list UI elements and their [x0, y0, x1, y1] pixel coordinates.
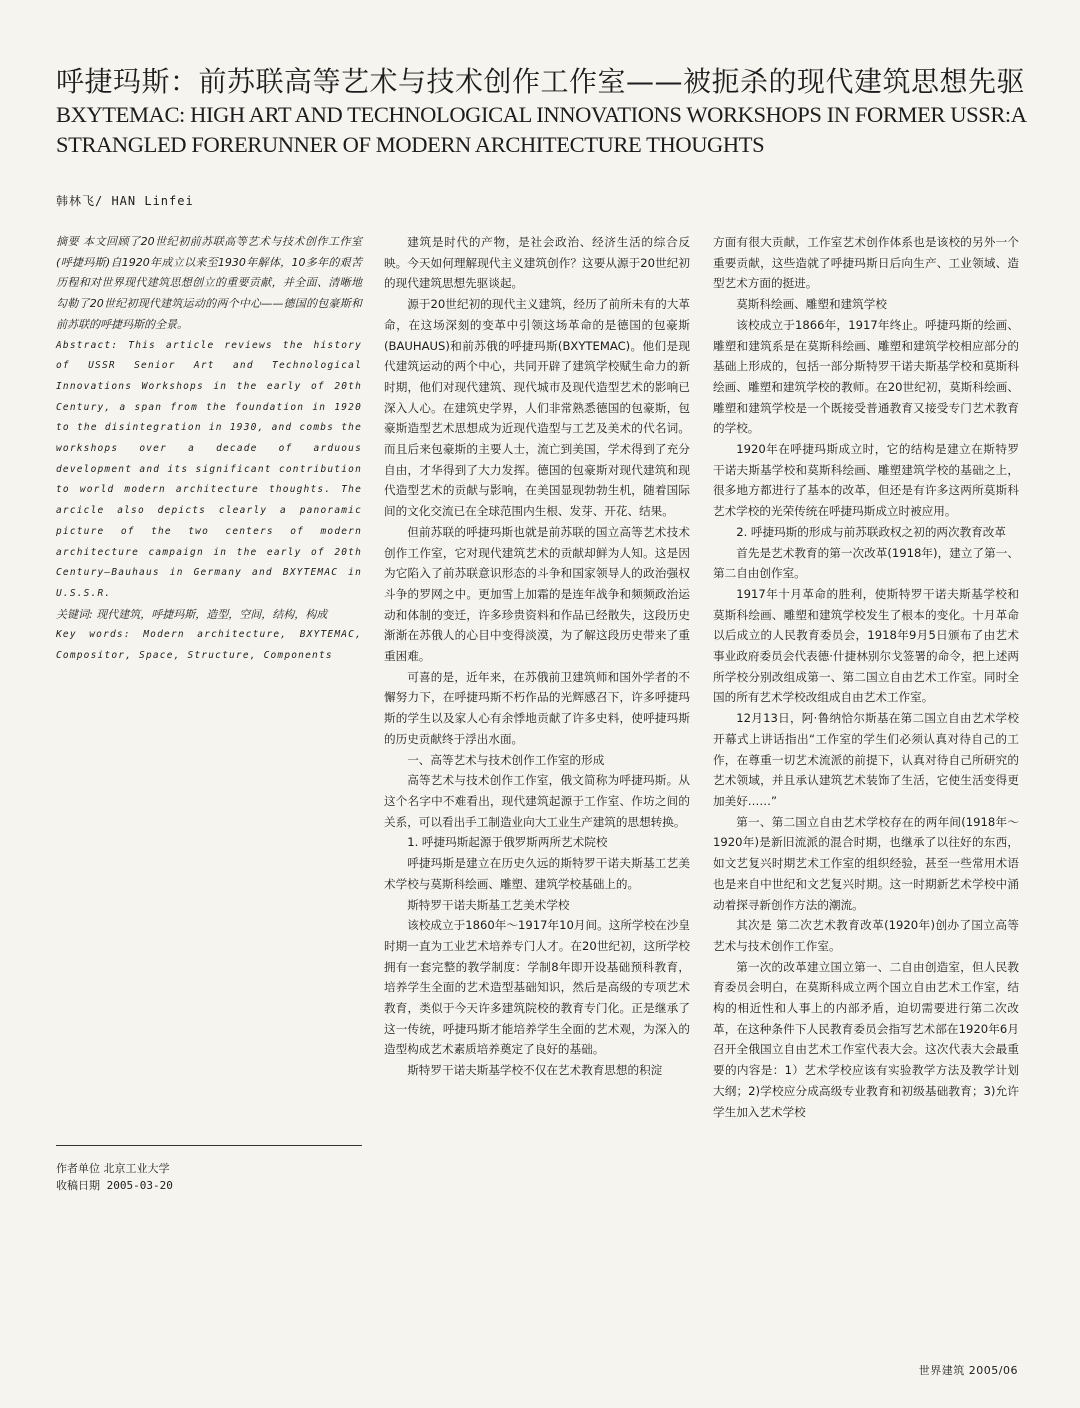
body-column-3 — [713, 232, 1019, 1122]
paragraph: 斯特罗干诺夫斯基学校不仅在艺术教育思想的积淀 — [407, 1063, 663, 1078]
paragraph: 方面有很大贡献，工作室艺术创作体系也是该校的另外一个重要贡献，这些造就了呼捷玛斯日后向生产、工业领域、造型艺术方面的挺进。 — [713, 235, 1019, 291]
paragraph: 第一、第二国立自由艺术学校存在的两年间(1918年～1920年)是新旧流派的混合时期，也继承了以往好的东西，如文艺复兴时期艺术工作室的组织经验，甚至一些常用术语也是来自中世纪和文艺复兴时期。这一时期新艺术学校中涌动着探寻新创作方法的潮流。 — [713, 814, 1019, 912]
abstract-zh: 摘要 本文回顾了20世纪初前苏联高等艺术与技术创作工作室(呼捷玛斯)自1920年成立以来至1930年解体，10多年的艰苦历程和对世界现代建筑思想创立的重要贡献，并全面、清晰地勾勒了20世纪初现代建筑运动的两个中心——德国的包豪斯和前苏联的呼捷玛斯的全景。 — [56, 235, 362, 331]
keywords-zh: 关键词: 现代建筑，呼捷玛斯，造型，空间，结构，构成 — [56, 607, 328, 621]
paragraph: 1920年在呼捷玛斯成立时，它的结构是建立在斯特罗干诺夫斯基学校和莫斯科绘画、雕塑建筑学校的基础之上，很多地方都进行了基本的改革，但还是有许多这两所莫斯科艺术学校的光荣传统在呼捷玛斯成立时被应用。 — [713, 442, 1019, 519]
abstract-block — [56, 232, 362, 667]
paragraph: 该校成立于1866年，1917年终止。呼捷玛斯的绘画、雕塑和建筑系是在莫斯科绘画、雕塑和建筑学校相应部分的基础上形成的，包括一部分斯特罗干诺夫斯基学校和莫斯科绘画、雕塑和建筑学校的教师。在20世纪初，莫斯科绘画、雕塑和建筑学校是一个既接受普通教育又接受专门艺术教育的学校。 — [713, 317, 1019, 436]
paragraph: 呼捷玛斯是建立在历史久远的斯特罗干诺夫斯基工艺美术学校与莫斯科绘画、雕塑、建筑学校基础上的。 — [384, 856, 690, 891]
author-affiliation: 作者单位 北京工业大学 — [56, 1162, 170, 1175]
paragraph: 1917年十月革命的胜利，使斯特罗干诺夫斯基学校和莫斯科绘画、雕塑和建筑学校发生了根本的变化。十月革命以后成立的人民教育委员会，1918年9月5日颁布了由艺术事业政府委员会代表德·什捷林别尔戈签署的命令，把上述两所学校分别改组成第一、第二国立自由艺术工作室。同时全国的所有艺术学校改组成自由艺术工作室。 — [713, 586, 1019, 705]
subsection-heading: 莫斯科绘画、雕塑和建筑学校 — [736, 297, 887, 312]
paragraph: 其次是 第二次艺术教育改革(1920年)创办了国立高等艺术与技术创作工作室。 — [713, 918, 1019, 953]
paragraph: 首先是艺术教育的第一次改革(1918年)，建立了第一、第二自由创作室。 — [713, 545, 1019, 581]
body-column-2 — [384, 232, 690, 1081]
subsection-heading: 1. 呼捷玛斯起源于俄罗斯两所艺术院校 — [407, 835, 608, 850]
title-english — [56, 100, 1026, 160]
paragraph: 高等艺术与技术创作工作室，俄文简称为呼捷玛斯。从这个名字中不难看出，现代建筑起源于工作室、作坊之间的关系，可以看出手工制造业向大工业生产建筑的思想转换。 — [384, 773, 690, 829]
section-heading: 一、高等艺术与技术创作工作室的形成 — [407, 752, 605, 767]
paragraph: 源于20世纪初的现代主义建筑，经历了前所未有的大革命，在这场深刻的变革中引领这场革命的是德国的包豪斯(BAUHAUS)和前苏俄的呼捷玛斯(BXYTEMAC)。他们是现代建筑运动的两个中心，共同开辟了建筑学校赋生命力的新时期，他们对现代建筑、现代城市及现代造型艺术的影响已深入人心。在建筑史学界，人们非常熟悉德国的包豪斯，包豪斯造型艺术思想成为近现代造型与工艺及美术的代名词。而且后来包豪斯的主要人士，流亡到美国，学术得到了充分自由，才华得到了大力发挥。德国的包豪斯对现代建筑和现代造型艺术的贡献与影响，在美国显现勃勃生机，随着国际间的文化交流已在全球范围内生根、发芽、开花、结果。 — [384, 297, 690, 519]
paragraph: 建筑是时代的产物，是社会政治、经济生活的综合反映。今天如何理解现代主义建筑创作？这要从源于20世纪初的现代建筑思想先驱谈起。 — [384, 235, 690, 291]
abstract-en: Abstract: This article reviews the history of USSR Senior Art and Technological Innovations Workshops in the early of 20th Century, a span from the foundation in 1920 to the disintegration in 1930, and combs the workshops over a decade of arduous development and its significant contribution to world modern architecture thoughts. The arcicle also depicts clearly a panoramic picture of the two centers of modern architecture campaign in the early of 20th Century—Bauhaus in Germany and BXYTEMAC in U.S.S.R. — [56, 339, 362, 599]
journal-footer: 世界建筑 2005/06 — [918, 1364, 1018, 1377]
author-byline: 韩林飞/ HAN Linfei — [56, 194, 194, 208]
footnote-divider — [56, 1145, 362, 1146]
subsection-heading: 斯特罗干诺夫斯基工艺美术学校 — [407, 897, 570, 912]
footnote-block — [56, 1160, 173, 1194]
paragraph: 该校成立于1860年～1917年10月间。这所学校在沙皇时期一直为工业艺术培养专门人才。在20世纪初，这所学校拥有一套完整的教学制度：学制8年即开设基础预科教育，培养学生全面的艺术造型基础知识，然后是高级的专项艺术教育，类似于今天许多建筑院校的教育专门化。正是继承了这一传统，呼捷玛斯才能培养学生全面的艺术观，为深入的造型构成艺术素质培养奠定了良好的基础。 — [384, 918, 690, 1057]
received-date: 收稿日期 2005-03-20 — [56, 1179, 173, 1192]
paragraph: 12月13日，阿·鲁纳恰尔斯基在第二国立自由艺术学校开幕式上讲话指出“工作室的学生们必须认真对待自己的工作，在尊重一切艺术流派的前提下，认真对待自己所研究的艺术领域，并且承认建筑艺术装饰了生活，它使生活变得更加美好……” — [713, 711, 1019, 808]
title-chinese: 呼捷玛斯：前苏联高等艺术与技术创作工作室——被扼杀的现代建筑思想先驱 — [56, 65, 1026, 98]
title-english-line1: BXYTEMAC: HIGH ART AND TECHNOLOGICAL INNOVATIONS WORKSHOPS IN FORMER USSR:A — [56, 102, 1027, 127]
paragraph: 可喜的是，近年来，在苏俄前卫建筑师和国外学者的不懈努力下，在呼捷玛斯不朽作品的光辉感召下，许多呼捷玛斯的学生以及家人心有余悸地贡献了许多史料，使呼捷玛斯的历史贡献终于浮出水面。 — [384, 669, 690, 746]
paragraph: 第一次的改革建立国立第一、二自由创造室，但人民教育委员会明白，在莫斯科成立两个国立自由艺术工作室，结构的相近性和人事上的内部矛盾，迫切需要进行第二次改革，在这种条件下人民教育委员会指写艺术部在1920年6月召开全俄国立自由艺术工作室代表大会。这次代表大会最重要的内容是：1）艺术学校应该有实验教学方法及教学计划大纲；2)学校应分成高级专业教育和初级基础教育；3)允许学生加入艺术学校 — [713, 959, 1019, 1119]
title-english-line2: STRANGLED FORERUNNER OF MODERN ARCHITECTURE THOUGHTS — [56, 132, 765, 157]
subsection-heading: 2. 呼捷玛斯的形成与前苏联政权之初的两次教育改革 — [736, 524, 1006, 539]
keywords-en: Key words: Modern architecture, BXYTEMAC, Compositor, Space, Structure, Components — [56, 629, 362, 662]
paragraph: 但前苏联的呼捷玛斯也就是前苏联的国立高等艺术技术创作工作室，它对现代建筑艺术的贡献却鲜为人知。这是因为它陷入了前苏联意识形态的斗争和国家领导人的政治强权斗争的罗网之中。更加雪上加霜的是连年战争和频频政治运动和体制的变迁，许多珍贵资料和作品已经散失，这段历史渐渐在苏俄人的心目中变得淡漠，为了解这段历史带来了重重困难。 — [384, 524, 690, 664]
